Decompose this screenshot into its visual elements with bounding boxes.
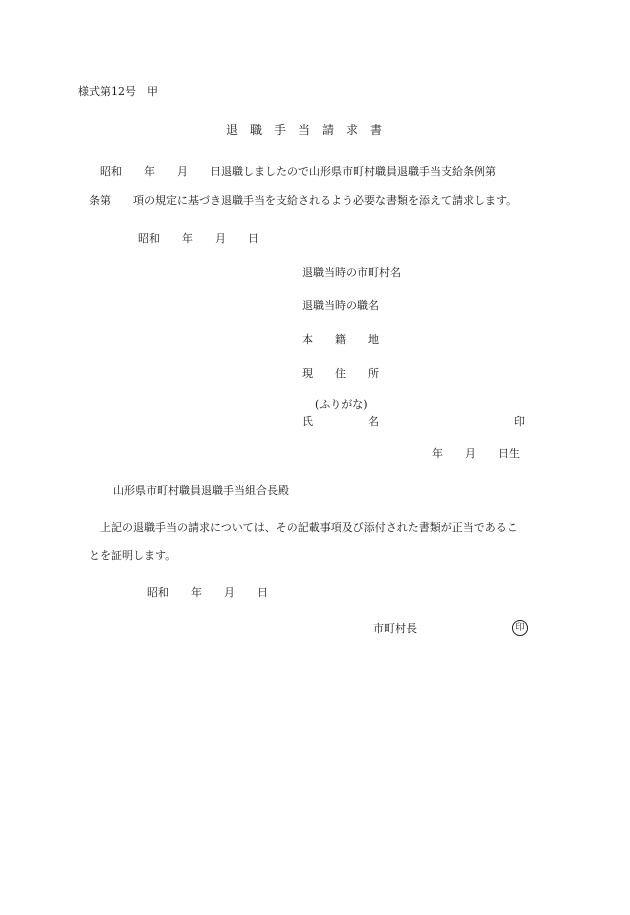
request-text-line-1: 昭和 年 月 日退職しましたので山形県市町村職員退職手当支給条例第	[100, 165, 496, 178]
document-title: 退 職 手 当 請 求 書	[226, 123, 383, 137]
address-label: 現 住 所	[302, 367, 379, 380]
addressee: 山形県市町村職員退職手当組合長殿	[113, 484, 289, 497]
domicile-label: 本 籍 地	[302, 333, 379, 346]
mayor-label: 市町村長	[373, 622, 417, 635]
form-number: 様式第12号 甲	[78, 85, 158, 98]
name-label: 氏 名	[302, 415, 379, 428]
former-position-label: 退職当時の職名	[302, 299, 379, 312]
applicant-seal-mark: 印	[514, 415, 525, 428]
former-municipality-label: 退職当時の市町村名	[302, 266, 401, 279]
request-text-line-2: 条第 項の規定に基づき退職手当を支給されるよう必要な書類を添えて請求します。	[89, 194, 518, 207]
birth-date-label: 年 月 日生	[432, 447, 520, 460]
request-date: 昭和 年 月 日	[138, 232, 259, 245]
certification-date: 昭和 年 月 日	[147, 586, 268, 599]
certification-text-line-1: 上記の退職手当の請求については、その記載事項及び添付された書類が正当であるこ	[100, 521, 518, 534]
certification-text-line-2: とを証明します。	[89, 549, 177, 562]
mayor-seal-icon: 印	[512, 620, 528, 636]
furigana-label: (ふりがな)	[315, 398, 368, 411]
